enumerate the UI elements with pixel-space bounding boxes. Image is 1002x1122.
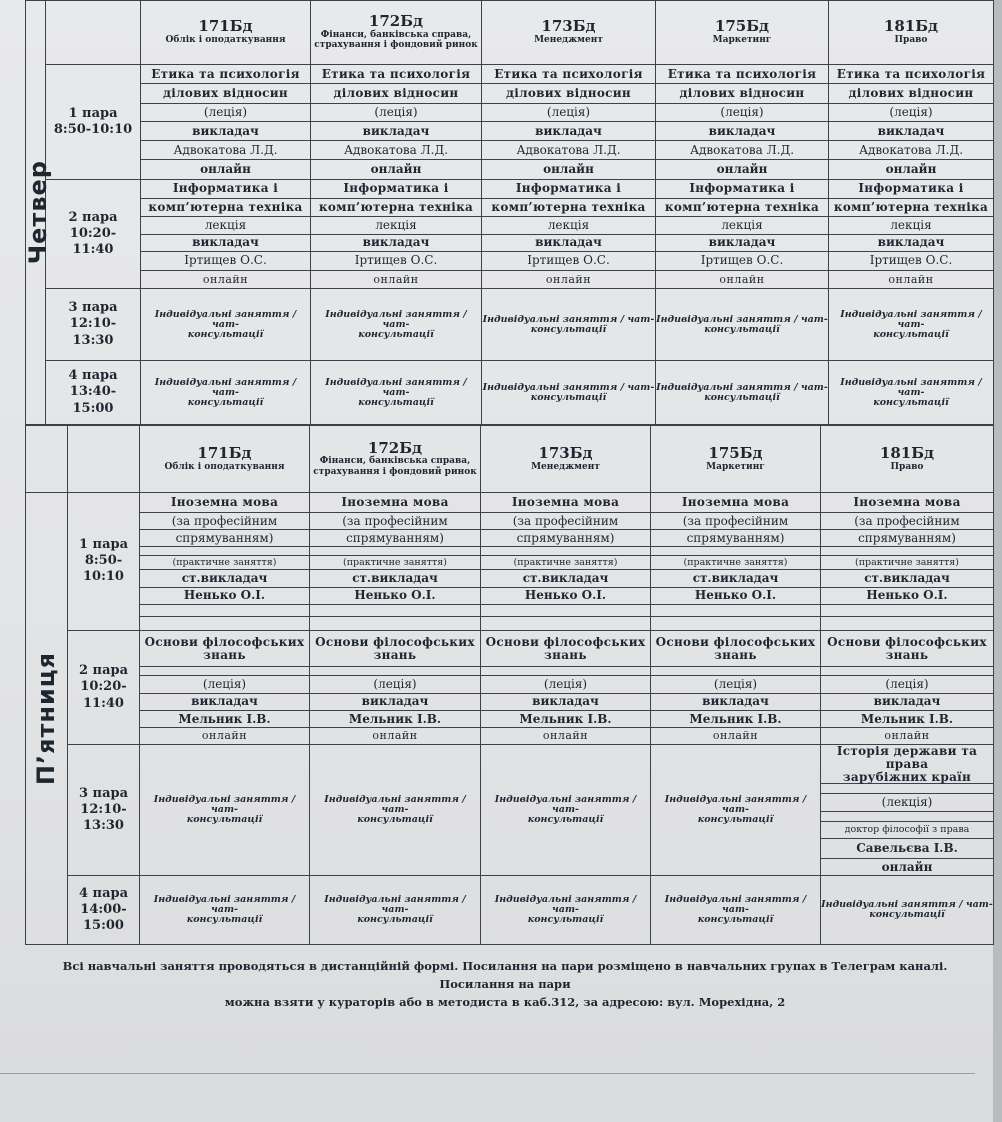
pair-time: 8:50-10:10	[53, 121, 133, 137]
subject-cell: комп’ютерна техніка	[656, 198, 829, 217]
group-specialty: Менеджмент	[531, 461, 600, 472]
subject-cell: комп’ютерна техніка	[311, 198, 482, 217]
subject-line: зарубіжних країн	[842, 769, 972, 784]
individual-session	[140, 745, 310, 876]
pair-time: 10:20-	[69, 225, 117, 241]
session-text: консультації	[187, 328, 264, 340]
teacher-name: Іртищев О.С.	[829, 252, 994, 271]
lesson-mode: онлайн	[141, 160, 311, 180]
group-specialty: Маркетинг	[706, 461, 765, 472]
individual-session	[829, 361, 994, 425]
session-text: Індивідуальні заняття / чат-	[482, 313, 655, 325]
header-empty-cell	[46, 1, 141, 65]
friday-header-row	[26, 426, 994, 493]
group-code: 181Бд	[883, 17, 939, 36]
subject-note: спрямуванням)	[310, 530, 481, 547]
lesson-type: (леція)	[651, 676, 821, 693]
lesson-type: (леція)	[141, 103, 311, 122]
pair-time-cell	[68, 745, 140, 876]
session-text: Індивідуальні заняття / чат-	[154, 376, 297, 398]
lesson-mode: онлайн	[311, 160, 482, 180]
group-code: 172Бд	[367, 438, 423, 457]
subject-cell: Етика та психологія	[311, 64, 482, 84]
lesson-mode: онлайн	[821, 727, 994, 744]
lesson-type: (леція)	[656, 103, 829, 122]
group-code: 181Бд	[879, 443, 935, 462]
footer-note	[40, 958, 970, 1011]
blank-cell	[140, 616, 310, 630]
subject-note: (за професійним	[651, 512, 821, 529]
blank-cell	[651, 604, 821, 616]
individual-session	[482, 361, 656, 425]
teacher-name: Мельник І.В.	[140, 710, 310, 727]
pair-time-cell	[46, 289, 141, 361]
lesson-type: лекція	[656, 217, 829, 234]
teacher-name: Адвокатова Л.Д.	[829, 140, 994, 160]
pair-time: 11:40	[72, 242, 114, 258]
lesson-mode: онлайн	[482, 160, 656, 180]
lesson-mode: онлайн	[821, 859, 994, 876]
subject-note: (за професійним	[821, 512, 994, 529]
subject-cell: Інформатика і	[311, 180, 482, 199]
session-text: консультації	[697, 914, 774, 926]
blank-cell	[821, 604, 994, 616]
friday-table	[25, 425, 994, 945]
subject-cell: ділових відносин	[311, 84, 482, 104]
teacher-name: Адвокатова Л.Д.	[482, 140, 656, 160]
session-text: консультації	[873, 328, 949, 340]
group-code: 175Бд	[708, 443, 763, 462]
group-specialty: Право	[890, 461, 924, 472]
day-cell	[26, 492, 68, 944]
subject-cell: комп’ютерна техніка	[482, 198, 656, 217]
session-text: консультації	[873, 396, 949, 408]
lesson-mode: онлайн	[481, 727, 651, 744]
lesson-type: (лекція)	[821, 794, 994, 811]
session-text: Індивідуальні заняття / чат-	[656, 381, 828, 393]
teacher-role: викладач	[141, 122, 311, 141]
lesson-type: (леція)	[140, 676, 310, 693]
teacher-name: Ненько О.І.	[651, 587, 821, 604]
subject-cell: Етика та психологія	[141, 64, 311, 84]
group-code: 171Бд	[198, 17, 253, 36]
subject-note: спрямуванням)	[481, 530, 651, 547]
teacher-role: викладач	[140, 693, 310, 710]
lesson-type: (практичне заняття)	[310, 556, 481, 570]
subject-cell: Інформатика і	[656, 180, 829, 199]
subject-cell: Інформатика і	[829, 180, 994, 199]
pair-number: 2 пара	[68, 209, 118, 225]
subject-note: (за професійним	[310, 512, 481, 529]
lesson-mode: онлайн	[141, 270, 311, 289]
individual-session	[311, 289, 482, 361]
group-header	[481, 426, 651, 493]
lesson-mode: онлайн	[310, 727, 481, 744]
subject-line: знань	[714, 647, 757, 662]
teacher-role: ст.викладач	[140, 570, 310, 587]
lesson-type: (практичне заняття)	[481, 556, 651, 570]
group-header	[141, 1, 311, 65]
lesson-mode: онлайн	[140, 727, 310, 744]
group-header	[310, 426, 481, 493]
blank-cell	[310, 616, 481, 630]
day-label: Четвер	[24, 160, 52, 265]
teacher-name: Адвокатова Л.Д.	[141, 140, 311, 160]
lesson-type: (леція)	[482, 103, 656, 122]
session-text: Індивідуальні заняття / чат-	[324, 794, 466, 816]
teacher-role: викладач	[311, 234, 482, 251]
subject-cell: Іноземна мова	[140, 492, 310, 512]
teacher-role: викладач	[141, 234, 311, 251]
individual-session	[651, 745, 821, 876]
subject-cell	[140, 631, 310, 667]
pair-time: 12:10-	[80, 802, 127, 818]
session-text: консультації	[530, 323, 607, 335]
lesson-mode: онлайн	[829, 270, 994, 289]
blank-cell	[481, 667, 651, 676]
session-text: Індивідуальні заняття / чат-	[153, 794, 296, 816]
subject-note: (за професійним	[481, 512, 651, 529]
teacher-role: викладач	[311, 122, 482, 141]
session-text: Індивідуальні заняття / чат-	[325, 308, 467, 330]
bottom-rule	[0, 1073, 975, 1074]
blank-cell	[481, 604, 651, 616]
teacher-name: Адвокатова Л.Д.	[656, 140, 829, 160]
blank-cell	[481, 616, 651, 630]
individual-session	[481, 745, 651, 876]
subject-cell	[481, 631, 651, 667]
teacher-name: Іртищев О.С.	[311, 252, 482, 271]
individual-session	[310, 745, 481, 876]
group-specialty: Право	[894, 35, 928, 46]
pair-time: 13:40-	[69, 384, 117, 400]
lesson-type: лекція	[829, 217, 994, 234]
session-text: консультації	[869, 909, 945, 921]
session-text: консультації	[527, 914, 604, 926]
pair-number: 3 пара	[68, 300, 118, 316]
subject-cell	[310, 631, 481, 667]
teacher-name: Мельник І.В.	[821, 710, 994, 727]
teacher-name: Савельєва І.В.	[821, 838, 994, 858]
teacher-name: Іртищев О.С.	[656, 252, 829, 271]
pair-number: 1 пара	[78, 536, 129, 552]
blank-cell	[821, 616, 994, 630]
subject-line: Основи філософських	[655, 635, 816, 650]
lesson-type: (леція)	[311, 103, 482, 122]
subject-cell: Етика та психологія	[656, 64, 829, 84]
group-header	[311, 1, 482, 65]
pair-time: 8:50-10:10	[83, 553, 124, 585]
teacher-role: викладач	[821, 693, 994, 710]
subject-cell: Інформатика і	[482, 180, 656, 199]
blank-cell	[140, 547, 310, 556]
individual-session	[481, 876, 651, 945]
subject-note: (за професійним	[140, 512, 310, 529]
subject-line: знань	[203, 647, 246, 662]
subject-cell: комп’ютерна техніка	[829, 198, 994, 217]
subject-line: Основи філософських	[315, 635, 475, 650]
group-specialty: Фінанси, банківська справа, страхування і фондовий ринок	[313, 456, 477, 477]
teacher-role: викладач	[829, 122, 994, 141]
lesson-mode: онлайн	[829, 160, 994, 180]
blank-cell	[821, 547, 994, 556]
blank-cell	[481, 547, 651, 556]
lesson-mode: онлайн	[656, 270, 829, 289]
group-header	[482, 1, 656, 65]
individual-session	[656, 361, 829, 425]
subject-line: знань	[373, 647, 417, 662]
blank-cell	[140, 604, 310, 616]
session-text: Індивідуальні заняття / чат-	[494, 894, 637, 916]
teacher-name: Ненько О.І.	[140, 587, 310, 604]
group-header	[140, 426, 310, 493]
teacher-role: викладач	[656, 234, 829, 251]
teacher-role: викладач	[651, 693, 821, 710]
teacher-role: ст.викладач	[821, 570, 994, 587]
lesson-mode: онлайн	[651, 727, 821, 744]
blank-cell	[310, 547, 481, 556]
lesson-type: (практичне заняття)	[821, 556, 994, 570]
blank-cell	[651, 616, 821, 630]
teacher-role: ст.викладач	[310, 570, 481, 587]
subject-note: спрямуванням)	[821, 530, 994, 547]
pair-time: 10:20-	[80, 679, 127, 695]
teacher-role: ст.викладач	[481, 570, 651, 587]
group-header	[651, 426, 821, 493]
session-text: консультації	[697, 814, 774, 826]
teacher-role: викладач	[482, 122, 656, 141]
teacher-name: Мельник І.В.	[481, 710, 651, 727]
teacher-role: викладач	[656, 122, 829, 141]
group-header	[821, 426, 994, 493]
blank-cell	[140, 667, 310, 676]
session-text: Індивідуальні заняття / чат-	[482, 381, 655, 393]
pair-number: 4 пара	[78, 885, 129, 901]
subject-note: спрямуванням)	[140, 530, 310, 547]
subject-line: Основи філософських	[827, 635, 987, 650]
subject-cell: ділових відносин	[656, 84, 829, 104]
pair-time-cell	[46, 180, 141, 289]
header-empty-cell	[68, 426, 140, 493]
session-text: консультації	[186, 814, 263, 826]
session-text: Індивідуальні заняття / чат-	[821, 899, 993, 911]
pair-number: 2 пара	[78, 663, 129, 679]
individual-session	[829, 289, 994, 361]
subject-cell: ділових відносин	[141, 84, 311, 104]
subject-line: Основи філософських	[485, 635, 646, 650]
subject-cell: Етика та психологія	[482, 64, 656, 84]
subject-line: Основи філософських	[144, 635, 305, 650]
session-text: Індивідуальні заняття / чат-	[153, 894, 296, 916]
subject-note: спрямуванням)	[651, 530, 821, 547]
group-header	[829, 1, 994, 65]
session-text: Індивідуальні заняття / чат-	[325, 376, 467, 398]
lesson-type: (леція)	[481, 676, 651, 693]
pair-time: 15:00	[83, 918, 124, 934]
pair-time-cell	[68, 631, 140, 745]
teacher-name: Ненько О.І.	[481, 587, 651, 604]
session-text: Індивідуальні заняття / чат-	[656, 313, 828, 325]
pair-time: 15:00	[72, 400, 114, 416]
subject-line: знань	[544, 647, 587, 662]
lesson-mode: онлайн	[311, 270, 482, 289]
group-header	[656, 1, 829, 65]
teacher-role: викладач	[829, 234, 994, 251]
teacher-role: доктор філософії з права	[821, 821, 994, 838]
session-text: Індивідуальні заняття / чат-	[664, 894, 807, 916]
pair-time-cell	[46, 64, 141, 179]
subject-cell: Етика та психологія	[829, 64, 994, 84]
individual-session	[141, 289, 311, 361]
lesson-type: лекція	[311, 217, 482, 234]
subject-cell: комп’ютерна техніка	[141, 198, 311, 217]
pair-time: 12:10-	[69, 316, 117, 332]
individual-session	[311, 361, 482, 425]
teacher-role: викладач	[310, 693, 481, 710]
lesson-mode: онлайн	[482, 270, 656, 289]
subject-cell	[651, 631, 821, 667]
session-text: консультації	[530, 391, 607, 403]
blank-cell	[821, 667, 994, 676]
group-specialty: Облік і оподаткування	[164, 461, 285, 472]
footer-line: можна взяти у кураторів або в методиста в каб.312, за адресою: вул. Морехідна, 2	[224, 994, 786, 1009]
session-text: консультації	[187, 396, 264, 408]
pair-number: 1 пара	[68, 105, 118, 121]
teacher-name: Мельник І.В.	[310, 710, 481, 727]
session-text: консультації	[527, 814, 604, 826]
thursday-table	[25, 0, 994, 425]
individual-session	[821, 876, 994, 945]
individual-session	[656, 289, 829, 361]
teacher-role: викладач	[482, 234, 656, 251]
group-code: 173Бд	[538, 443, 593, 462]
teacher-name: Іртищев О.С.	[482, 252, 656, 271]
lesson-type: (леція)	[821, 676, 994, 693]
day-cell	[24, 1, 52, 425]
lesson-type: (леція)	[829, 103, 994, 122]
subject-cell: Іноземна мова	[481, 492, 651, 512]
pair-time: 13:30	[72, 332, 114, 348]
group-code: 173Бд	[541, 17, 596, 36]
pair-time: 13:30	[83, 818, 124, 834]
blank-cell	[310, 667, 481, 676]
pair-number: 4 пара	[68, 368, 118, 384]
lesson-type: (практичне заняття)	[140, 556, 310, 570]
group-specialty: Менеджмент	[534, 35, 603, 46]
session-text: консультації	[358, 328, 434, 340]
lesson-type: (практичне заняття)	[651, 556, 821, 570]
session-text: Індивідуальні заняття / чат-	[324, 894, 466, 916]
session-text: консультації	[704, 323, 780, 335]
session-text: Індивідуальні заняття / чат-	[840, 308, 982, 330]
pair-time: 14:00-	[80, 901, 127, 917]
blank-cell	[651, 667, 821, 676]
session-text: консультації	[704, 391, 780, 403]
day-header-empty	[26, 426, 68, 493]
thursday-header-row	[26, 1, 994, 65]
session-text: Індивідуальні заняття / чат-	[494, 794, 637, 816]
blank-cell	[651, 547, 821, 556]
teacher-name: Ненько О.І.	[821, 587, 994, 604]
group-specialty: Фінанси, банківська справа, страхування і фондовий ринок	[314, 29, 478, 51]
group-specialty: Маркетинг	[712, 35, 772, 46]
subject-line: знань	[885, 647, 929, 662]
lesson-mode: онлайн	[656, 160, 829, 180]
individual-session	[482, 289, 656, 361]
teacher-name: Ненько О.І.	[310, 587, 481, 604]
session-text: Індивідуальні заняття / чат-	[664, 794, 807, 816]
session-text: Індивідуальні заняття / чат-	[154, 308, 297, 330]
subject-line: Історія держави та права	[836, 744, 978, 771]
session-text: Індивідуальні заняття / чат-	[840, 376, 982, 398]
group-specialty: Облік і оподаткування	[165, 35, 286, 46]
subject-cell: Інформатика і	[141, 180, 311, 199]
subject-cell: Іноземна мова	[821, 492, 994, 512]
lesson-type: лекція	[482, 217, 656, 234]
pair-time: 11:40	[83, 695, 124, 711]
individual-session	[651, 876, 821, 945]
pair-time-cell	[68, 876, 140, 945]
individual-session	[140, 876, 310, 945]
paper-edge	[993, 0, 1002, 1122]
session-text: консультації	[357, 814, 433, 826]
subject-cell	[821, 631, 994, 667]
day-label: П’ятниця	[31, 651, 60, 785]
individual-session	[141, 361, 311, 425]
subject-cell: ділових відносин	[482, 84, 656, 104]
footer-line: Всі навчальні заняття проводяться в дистанційній формі. Посилання на пари розміщено в навчальних групах в Телеграм каналі. Посилання на пари	[62, 959, 948, 991]
session-text: консультації	[186, 914, 263, 926]
blank-cell	[821, 811, 994, 821]
lesson-type: лекція	[141, 217, 311, 234]
law-subject-cell	[821, 745, 994, 784]
teacher-role: викладач	[481, 693, 651, 710]
subject-cell: Іноземна мова	[310, 492, 481, 512]
subject-cell: ділових відносин	[829, 84, 994, 104]
pair-number: 3 пара	[78, 785, 129, 801]
individual-session	[310, 876, 481, 945]
teacher-name: Іртищев О.С.	[141, 252, 311, 271]
pair-time-cell	[46, 361, 141, 425]
group-code: 175Бд	[714, 17, 770, 36]
teacher-name: Адвокатова Л.Д.	[311, 140, 482, 160]
group-code: 172Бд	[368, 12, 424, 31]
teacher-name: Мельник І.В.	[651, 710, 821, 727]
subject-cell: Іноземна мова	[651, 492, 821, 512]
teacher-role: ст.викладач	[651, 570, 821, 587]
session-text: консультації	[358, 396, 434, 408]
blank-cell	[821, 784, 994, 794]
blank-cell	[310, 604, 481, 616]
group-code: 171Бд	[197, 443, 252, 462]
lesson-type: (леція)	[310, 676, 481, 693]
pair-time-cell	[68, 492, 140, 630]
session-text: консультації	[357, 914, 433, 926]
